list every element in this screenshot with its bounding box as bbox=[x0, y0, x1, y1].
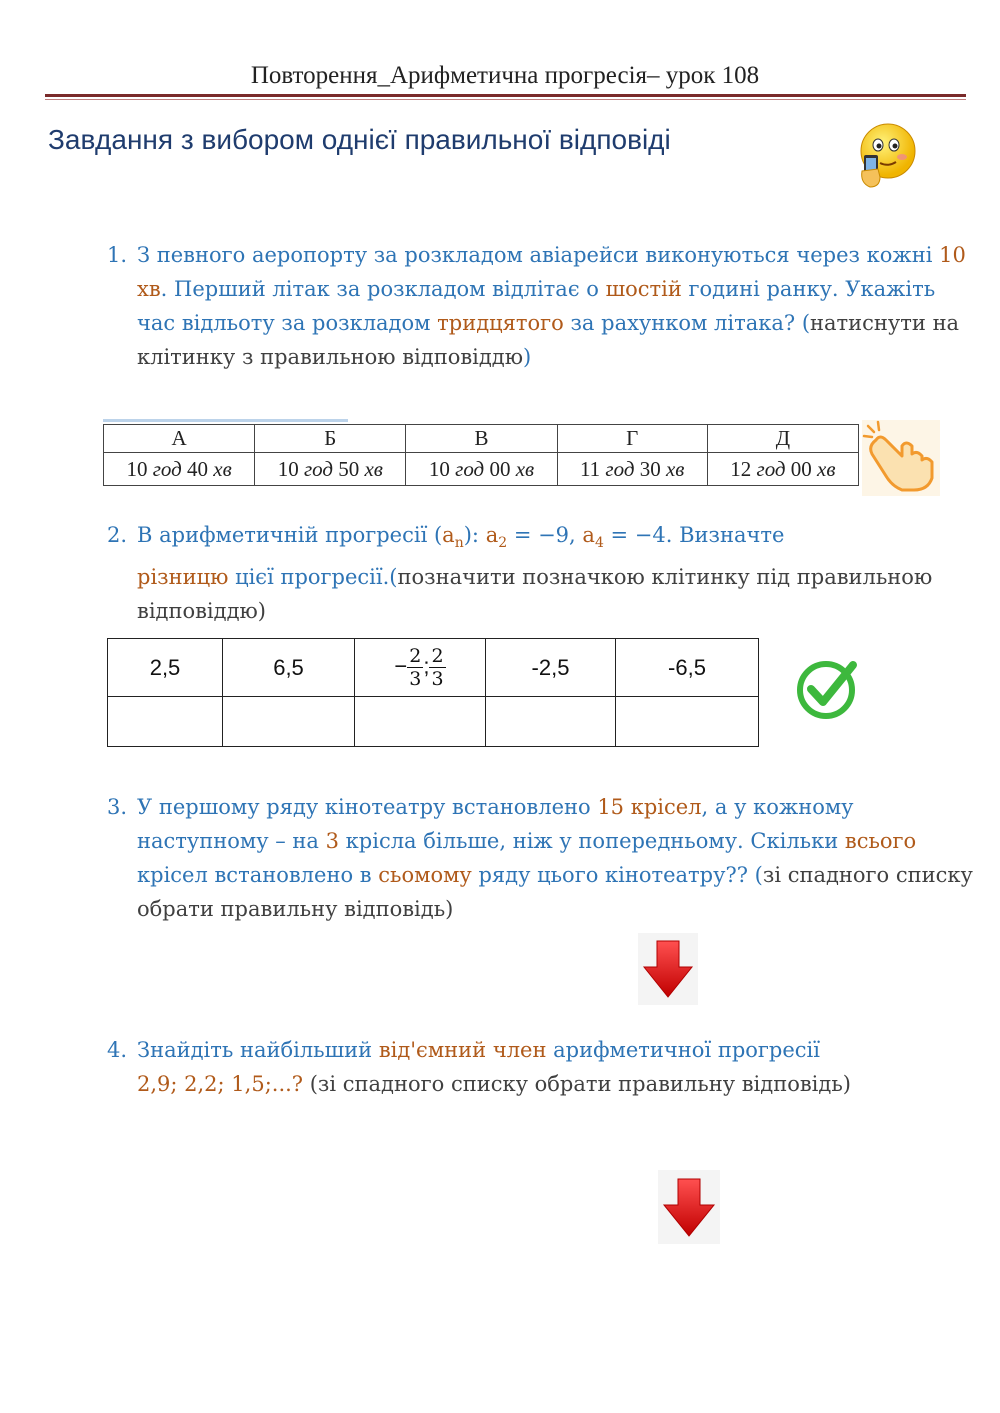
highlight-text: сьомому bbox=[378, 863, 472, 887]
option-header: Д bbox=[707, 425, 858, 453]
header-rule-thin bbox=[45, 99, 966, 100]
answer-mark-cell[interactable] bbox=[616, 697, 759, 747]
question-text: цієї прогресії.( bbox=[228, 565, 398, 590]
header-rule bbox=[45, 94, 966, 97]
question-1 bbox=[107, 238, 977, 374]
instruction-text: позначити позначкою клітинку під правильною відповіддю bbox=[137, 565, 933, 624]
answer-cell-a[interactable]: 10 год 40 хв bbox=[104, 453, 255, 486]
instruction-text: (зі спадного списку обрати правильну відповідь) bbox=[303, 1072, 851, 1096]
instruction-text: натиснути на клітинку з правильною відповіддю bbox=[137, 311, 960, 369]
answer-mark-cell[interactable] bbox=[223, 697, 355, 747]
option-fraction: − $\frac{2}{3}$ ; $\frac{2}{3}$ bbox=[355, 639, 486, 697]
answer-cell-g[interactable]: 11 год 30 хв bbox=[557, 453, 707, 486]
question-text: ) bbox=[445, 897, 454, 921]
instruction-text: зі спадного списку обрати правильну відповідь bbox=[137, 863, 973, 921]
question-number: 4. bbox=[107, 1038, 128, 1062]
question-text: В арифметичній прогресії ( bbox=[137, 523, 443, 547]
dropdown-arrow-down-icon[interactable] bbox=[638, 933, 698, 1005]
subscript: 2 bbox=[498, 535, 508, 552]
q2-answer-table bbox=[107, 638, 759, 747]
question-number: 2. bbox=[107, 523, 128, 547]
question-4 bbox=[107, 1033, 977, 1101]
answer-cell-v[interactable]: 10 год 00 хв bbox=[406, 453, 557, 486]
answer-mark-cell[interactable] bbox=[486, 697, 616, 747]
question-text: годині ранку. Укажіть час відльоту за розкладом bbox=[137, 277, 936, 335]
dropdown-arrow-down-icon[interactable] bbox=[658, 1170, 720, 1244]
highlight-text: різницю bbox=[137, 565, 229, 590]
option-value: -2,5 bbox=[486, 639, 616, 697]
question-text: крісла більше, ніж у попередньому. Скільки bbox=[339, 829, 845, 853]
option-header: Б bbox=[255, 425, 406, 453]
question-number: 1. bbox=[107, 243, 128, 267]
sequence-values: 2,9; 2,2; 1,5;...? bbox=[137, 1072, 304, 1096]
option-value: 2,5 bbox=[108, 639, 223, 697]
highlight-text: 3 bbox=[325, 829, 339, 853]
question-2 bbox=[107, 518, 977, 628]
checkmark-icon bbox=[795, 657, 861, 719]
section-title: Завдання з вибором однієї правильної відповіді bbox=[48, 124, 671, 155]
question-text: = −4. Визначте bbox=[603, 523, 785, 547]
page-header-title: Повторення_Арифметична прогресія– урок 108 bbox=[250, 62, 760, 89]
option-value: 6,5 bbox=[223, 639, 355, 697]
option-header: Г bbox=[557, 425, 707, 453]
question-text: ) bbox=[257, 599, 266, 624]
question-text: , а у кожному наступному – на bbox=[137, 795, 854, 853]
pointing-hand-icon bbox=[862, 420, 940, 496]
question-text: ): bbox=[463, 523, 486, 547]
sequence-symbol: a bbox=[582, 523, 595, 547]
option-value: -6,5 bbox=[616, 639, 759, 697]
answer-mark-cell[interactable] bbox=[108, 697, 223, 747]
highlight-text: 15 крісел bbox=[597, 795, 702, 819]
question-number: 3. bbox=[107, 795, 128, 819]
answer-cell-b[interactable]: 10 год 50 хв bbox=[255, 453, 406, 486]
highlight-text: всього bbox=[844, 829, 917, 853]
question-text: арифметичної прогресії bbox=[546, 1038, 820, 1062]
question-text: З певного аеропорту за розкладом авіарейси виконуються через кожні bbox=[137, 243, 940, 267]
cropped-strip bbox=[103, 419, 348, 422]
q1-answer-table bbox=[103, 424, 859, 486]
highlight-text: від'ємний член bbox=[378, 1038, 547, 1062]
question-text: ) bbox=[523, 345, 532, 369]
question-text: = −9, bbox=[507, 523, 583, 547]
question-text: за рахунком літака? ( bbox=[563, 311, 811, 335]
question-text: крісел встановлено в bbox=[137, 863, 379, 887]
subscript: n bbox=[454, 535, 464, 552]
thinking-emoji-icon bbox=[852, 121, 918, 193]
option-header: А bbox=[104, 425, 255, 453]
highlight-text: 10 хв bbox=[137, 243, 966, 301]
highlight-text: тридцятого bbox=[437, 311, 564, 335]
question-text: . Перший літак за розкладом відлітає о bbox=[160, 277, 606, 301]
question-text: Знайдіть найбільший bbox=[137, 1038, 379, 1062]
answer-mark-cell[interactable] bbox=[355, 697, 486, 747]
question-text: ряду цього кінотеатру?? ( bbox=[471, 863, 763, 887]
highlight-text: шостій bbox=[605, 277, 682, 301]
subscript: 4 bbox=[594, 535, 604, 552]
question-3 bbox=[107, 790, 977, 926]
sequence-symbol: a bbox=[485, 523, 499, 547]
sequence-symbol: a bbox=[442, 523, 455, 547]
question-text: У першому ряду кінотеатру встановлено bbox=[137, 795, 598, 819]
option-header: В bbox=[406, 425, 557, 453]
answer-cell-d[interactable]: 12 год 00 хв bbox=[707, 453, 858, 486]
